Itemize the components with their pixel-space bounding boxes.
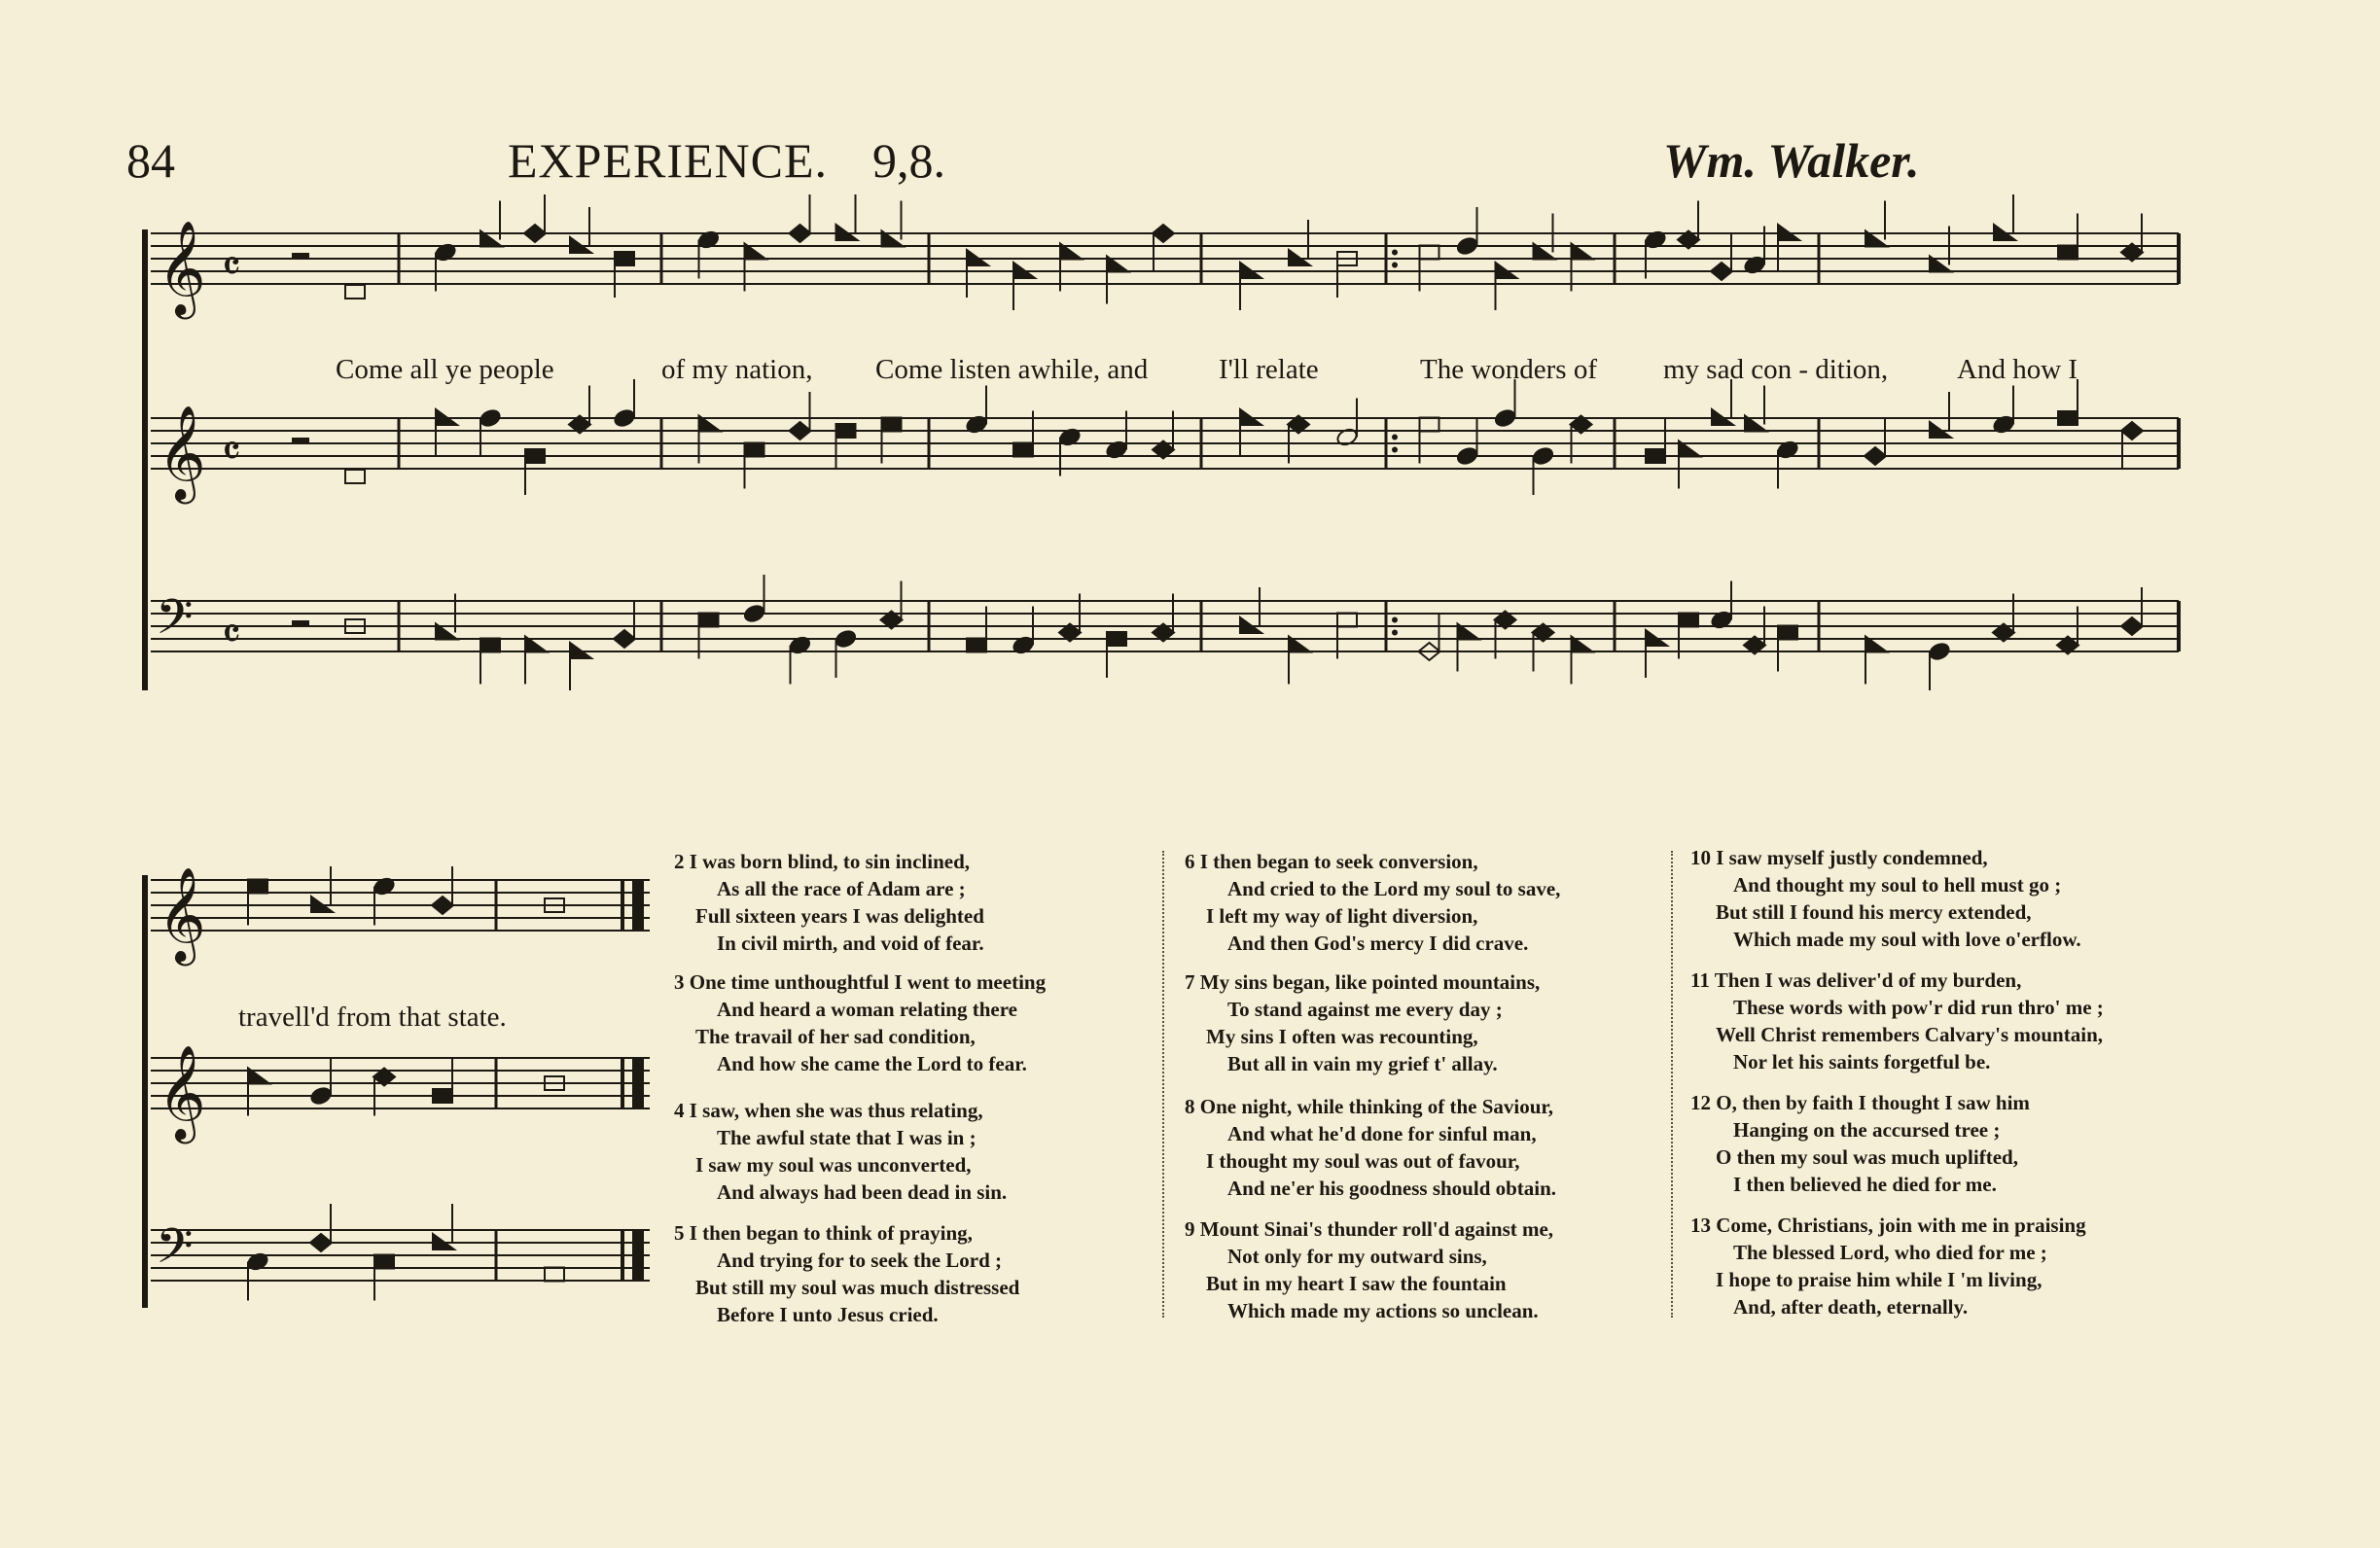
- hymn-title: EXPERIENCE.: [508, 133, 829, 188]
- oval-note: [1531, 445, 1554, 466]
- repeat-dot: [1392, 630, 1398, 636]
- half-rest: [292, 620, 309, 626]
- verse-4: [674, 1097, 1007, 1206]
- square-note: [345, 470, 365, 483]
- verse-line: Not only for my outward sins,: [1227, 1245, 1487, 1268]
- lyric-segment: The wonders of: [1420, 354, 1598, 385]
- end-bar-thin: [621, 1230, 624, 1281]
- verse-6: [1185, 848, 1560, 957]
- verse-line: In civil mirth, and void of fear.: [717, 932, 984, 955]
- system-bracket: [142, 875, 148, 1308]
- verse-line: And ne'er his goodness should obtain.: [1227, 1177, 1557, 1200]
- verse-line: And thought my soul to hell must go ;: [1733, 873, 2062, 897]
- verse-9: [1185, 1215, 1553, 1324]
- time-signature: 𝄴: [222, 242, 241, 292]
- verse-line: But in my heart I saw the fountain: [1206, 1272, 1507, 1295]
- verse-line: O then my soul was much uplifted,: [1716, 1145, 2018, 1169]
- verse-line: I hope to praise him while I 'm living,: [1716, 1268, 2043, 1291]
- diamond-note: [524, 225, 546, 242]
- verse-line: Which made my soul with love o'erflow.: [1733, 928, 2081, 951]
- square-note: [433, 1089, 452, 1103]
- time-signature: 𝄴: [222, 427, 241, 476]
- repeat-dot: [1392, 447, 1398, 453]
- diamond-note: [2121, 617, 2143, 635]
- verse-line: And what he'd done for sinful man,: [1227, 1122, 1537, 1145]
- verse-line: 6 I then began to seek conversion,: [1185, 850, 1478, 873]
- square-note: [248, 880, 267, 894]
- end-bar-thick: [632, 1058, 644, 1108]
- verse-line: And trying for to seek the Lord ;: [717, 1249, 1003, 1272]
- verse-line: These words with pow'r did run thro' me ;: [1733, 996, 2104, 1019]
- end-bar-thick: [632, 880, 644, 931]
- hymn-composer: Wm. Walker.: [1663, 133, 1920, 188]
- diamond-note: [614, 630, 635, 648]
- verse-line: Hanging on the accursed tree ;: [1733, 1118, 2001, 1142]
- square-note: [2058, 411, 2078, 425]
- square-note: [345, 285, 365, 299]
- diamond-note: [2121, 422, 2143, 440]
- system-bracket: [142, 229, 148, 690]
- end-bar-thin: [621, 880, 624, 931]
- verse-8: [1185, 1093, 1556, 1202]
- verse-line: To stand against me every day ;: [1227, 998, 1503, 1021]
- square-note: [615, 252, 634, 265]
- lyric-segment: Come listen awhile, and: [875, 354, 1149, 385]
- diamond-note: [310, 1234, 332, 1251]
- verse-10: [1690, 844, 2081, 953]
- verse-line: 8 One night, while thinking of the Saviour,: [1185, 1095, 1554, 1118]
- verse-line: As all the race of Adam are ;: [717, 877, 966, 900]
- verse-line: The blessed Lord, who died for me ;: [1733, 1241, 2047, 1264]
- square-note: [545, 1268, 564, 1282]
- square-note: [374, 1255, 394, 1269]
- verse-line: 3 One time unthoughtful I went to meeting: [674, 970, 1047, 994]
- page-number: 84: [126, 133, 175, 188]
- verse-line: 5 I then began to think of praying,: [674, 1221, 973, 1245]
- half-rest: [292, 438, 309, 443]
- diamond-note: [1711, 263, 1732, 280]
- oval-note: [309, 1085, 333, 1106]
- verse-line: 7 My sins began, like pointed mountains,: [1185, 970, 1541, 994]
- square-note: [1679, 614, 1698, 627]
- square-note: [967, 639, 986, 652]
- verse-line: And always had been dead in sin.: [717, 1180, 1008, 1204]
- verse-3: [674, 968, 1046, 1077]
- verse-line: Well Christ remembers Calvary's mountain,: [1716, 1023, 2103, 1046]
- square-note: [1778, 626, 1797, 640]
- oval-note: [1455, 235, 1478, 256]
- verse-line: Full sixteen years I was delighted: [695, 904, 984, 928]
- square-note: [1013, 443, 1033, 457]
- square-note: [699, 614, 719, 627]
- verse-line: 4 I saw, when she was thus relating,: [674, 1099, 983, 1122]
- verse-line: And cried to the Lord my soul to save,: [1227, 877, 1561, 900]
- verse-line: 11 Then I was deliver'd of my burden,: [1690, 968, 2022, 992]
- oval-note: [1455, 445, 1478, 466]
- lyric-segment: of my nation,: [661, 354, 813, 385]
- verse-12: [1690, 1089, 2030, 1198]
- verse-line: Nor let his saints forgetful be.: [1733, 1050, 1991, 1073]
- verse-7: [1185, 968, 1540, 1077]
- square-note: [1420, 418, 1439, 432]
- verse-line: I then believed he died for me.: [1733, 1173, 1997, 1196]
- lyric-segment: And how I: [1957, 354, 2078, 385]
- repeat-dot: [1392, 617, 1398, 623]
- verse-line: 2 I was born blind, to sin inclined,: [674, 850, 971, 873]
- hymn-meter: 9,8.: [872, 133, 945, 188]
- verse-11: [1690, 967, 2104, 1075]
- oval-note: [613, 407, 636, 428]
- square-note: [1420, 246, 1439, 260]
- verse-line: And then God's mercy I did crave.: [1227, 932, 1529, 955]
- verse-line: But all in vain my grief t' allay.: [1227, 1052, 1498, 1075]
- half-rest: [292, 253, 309, 259]
- repeat-dot: [1392, 435, 1398, 440]
- verse-line: Which made my actions so unclean.: [1227, 1299, 1539, 1322]
- diamond-note: [1153, 225, 1174, 242]
- square-note: [1107, 632, 1126, 646]
- treble-clef: 𝄞: [158, 866, 206, 962]
- square-note: [882, 418, 902, 432]
- verse-line: I thought my soul was out of favour,: [1206, 1149, 1520, 1173]
- diamond-note: [432, 897, 453, 914]
- verse-line: Before I unto Jesus cried.: [717, 1303, 939, 1326]
- oval-note: [834, 628, 857, 649]
- verse-line: I left my way of light diversion,: [1206, 904, 1478, 928]
- verse-line: But still my soul was much distressed: [695, 1276, 1020, 1299]
- end-bar-thin: [621, 1058, 624, 1108]
- treble-clef: 𝄞: [158, 405, 206, 500]
- verse-line: 13 Come, Christians, join with me in praising: [1690, 1214, 2086, 1237]
- square-note: [836, 424, 856, 438]
- square-note: [525, 449, 545, 463]
- oval-note: [742, 603, 765, 623]
- treble-clef: 𝄞: [158, 220, 206, 315]
- square-note: [1337, 614, 1357, 627]
- verse-line: And heard a woman relating there: [717, 998, 1017, 1021]
- lyric-final: travell'd from that state.: [238, 1002, 507, 1033]
- repeat-dot: [1392, 263, 1398, 268]
- verse-line: 10 I saw myself justly condemned,: [1690, 846, 1988, 869]
- square-note: [2058, 246, 2078, 260]
- verse-line: 9 Mount Sinai's thunder roll'd against me,: [1185, 1217, 1554, 1241]
- column-separator: [1671, 851, 1673, 1318]
- diamond-note: [1865, 447, 1886, 465]
- lyric-segment: my sad con - dition,: [1663, 354, 1889, 385]
- verse-line: And, after death, eternally.: [1733, 1295, 1969, 1319]
- end-bar-thick: [632, 1230, 644, 1281]
- verse-line: 12 O, then by faith I thought I saw him: [1690, 1091, 2030, 1114]
- square-note: [745, 443, 764, 457]
- column-separator: [1162, 851, 1164, 1318]
- verse-line: But still I found his mercy extended,: [1716, 900, 2032, 924]
- verse-line: The travail of her sad condition,: [695, 1025, 976, 1048]
- time-signature: 𝄴: [222, 610, 241, 659]
- lyric-segment: I'll relate: [1219, 354, 1319, 385]
- oval-note: [1493, 407, 1516, 428]
- diamond-note: [790, 225, 811, 242]
- oval-note: [1928, 641, 1951, 661]
- verse-2: [674, 848, 984, 957]
- diamond-note: [790, 422, 811, 440]
- repeat-dot: [1392, 250, 1398, 256]
- treble-clef: 𝄞: [158, 1044, 206, 1140]
- square-note: [1646, 449, 1665, 463]
- oval-note: [479, 407, 502, 428]
- lyric-segment: Come all ye people: [336, 354, 554, 385]
- verse-5: [674, 1219, 1019, 1328]
- verse-line: And how she came the Lord to fear.: [717, 1052, 1027, 1075]
- bass-clef: 𝄢: [156, 1218, 194, 1286]
- verse-line: I saw my soul was unconverted,: [695, 1153, 972, 1177]
- verse-line: The awful state that I was in ;: [717, 1126, 977, 1149]
- verse-13: [1690, 1212, 2086, 1320]
- verse-line: My sins I often was recounting,: [1206, 1025, 1478, 1048]
- square-note: [480, 639, 500, 652]
- bass-clef: 𝄢: [156, 589, 194, 657]
